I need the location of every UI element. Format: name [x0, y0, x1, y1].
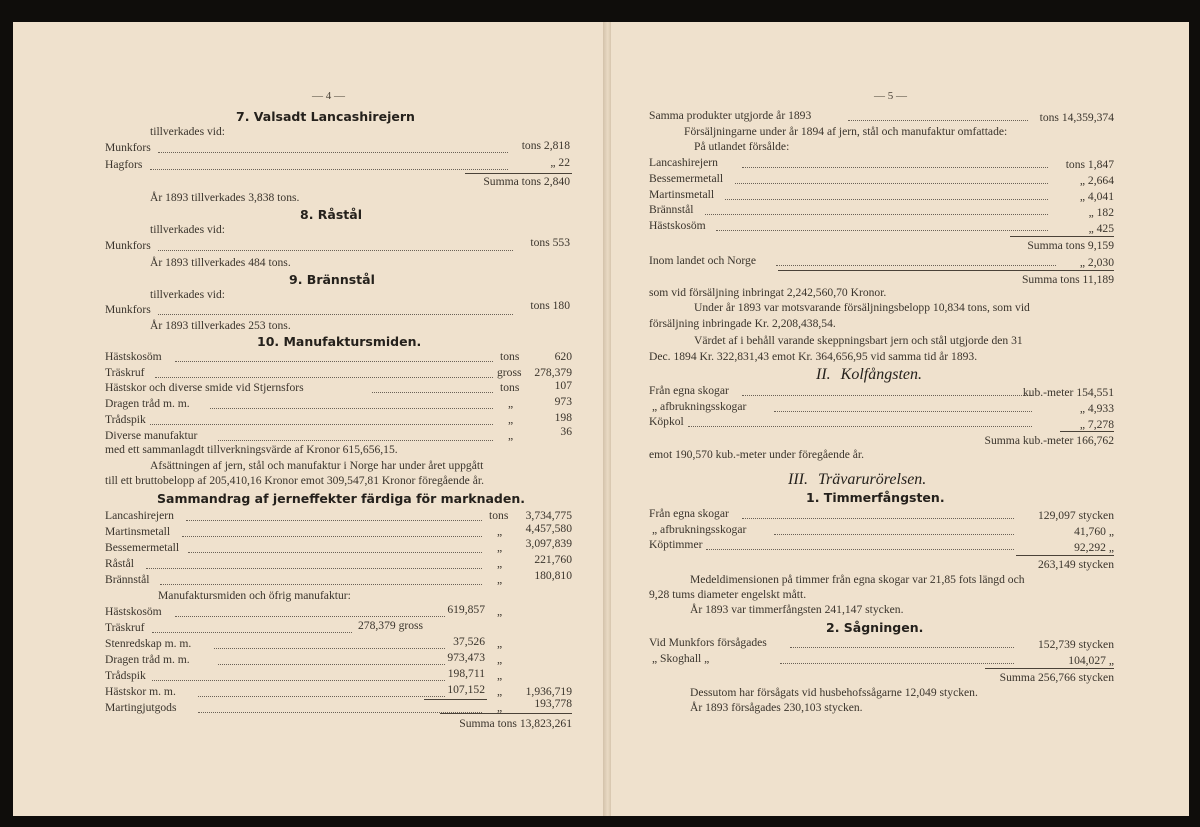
row-unit: „ [497, 685, 503, 698]
paragraph-text: som vid försäljning inbringat 2,242,560,70 Kronor. [649, 286, 887, 299]
row-label: Köptimmer [649, 538, 703, 551]
row-value: 152,739 stycken [1038, 638, 1114, 651]
leader-dots [182, 536, 482, 537]
row-unit: „ [508, 429, 514, 442]
row-label: Samma produkter utgjorde år 1893 [649, 109, 812, 122]
row-label: Lancashirejern [105, 509, 174, 522]
note-text: År 1893 tillverkades 484 tons. [150, 256, 291, 269]
leader-dots [735, 183, 1048, 184]
paragraph-text: På utlandet försålde: [694, 140, 790, 153]
row-unit: tons [500, 350, 520, 363]
leader-dots [175, 616, 445, 617]
row-value: 4,457,580 [525, 522, 572, 535]
note-text: emot 190,570 kub.-meter under föregående år. [649, 448, 865, 461]
row-value: 973,473 [447, 651, 485, 664]
paragraph-text: 9,28 tums diameter engelskt mått. [649, 588, 807, 601]
section-heading: 1. Timmerfångsten. [806, 490, 945, 505]
paragraph-text: Försäljningarne under år 1894 af jern, stål och manufaktur omfattade: [684, 125, 1008, 138]
book-fold [603, 22, 611, 816]
leader-dots [688, 426, 1032, 427]
row-unit: gross [497, 366, 522, 379]
leader-dots [716, 230, 1048, 231]
leader-dots [175, 361, 493, 362]
leader-dots [742, 395, 1032, 396]
row-unit: „ [497, 669, 503, 682]
row-unit: „ [497, 653, 503, 666]
leader-dots [160, 584, 482, 585]
leader-dots [158, 314, 513, 315]
sum-total: Summa tons 9,159 [1027, 239, 1114, 252]
row-label: Lancashirejern [649, 156, 718, 169]
row-unit: „ [497, 557, 503, 570]
row-value: 129,097 stycken [1038, 509, 1114, 522]
leader-dots [742, 167, 1048, 168]
row-label: Hästskor m. m. [105, 685, 176, 698]
note-text: År 1893 tillverkades 253 tons. [150, 319, 291, 332]
row-value: „ 4,041 [1079, 190, 1114, 203]
leader-dots [790, 647, 1014, 648]
row-label: Trådspik [105, 669, 146, 682]
leader-dots [150, 424, 493, 425]
row-label: Diverse manufaktur [105, 429, 198, 442]
row-label: Träskruf [105, 621, 145, 634]
row-value: kub.-meter 154,551 [1022, 386, 1114, 399]
paragraph-text: År 1893 var timmerfångsten 241,147 stycken. [690, 603, 904, 616]
row-label: Brännstål [105, 573, 150, 586]
paragraph-text: Värdet af i behåll varande skeppningsbart jern och stål utgjorde den 31 [694, 334, 1023, 347]
row-value: 3,097,839 [525, 537, 572, 550]
sum-total: Summa tons 2,840 [483, 175, 570, 188]
row-unit: „ [497, 637, 503, 650]
row-label: Munkfors [105, 239, 151, 252]
row-value: 37,526 [453, 635, 485, 648]
leader-dots [210, 408, 493, 409]
row-label: Martinsmetall [649, 188, 715, 201]
row-unit: „ [497, 541, 503, 554]
row-label: Martinsmetall [105, 525, 171, 538]
leader-dots [188, 552, 482, 553]
row-value: tons 2,818 [521, 139, 570, 152]
leader-dots [186, 520, 482, 521]
row-label: „ afbrukningsskogar [652, 400, 747, 413]
row-label: „ Skoghall „ [652, 652, 710, 665]
row-value: 198 [554, 411, 572, 424]
leader-dots [146, 568, 482, 569]
subsection-intro: Manufaktursmiden och öfrig manufaktur: [158, 589, 351, 602]
section-intro: tillverkades vid: [150, 223, 226, 236]
leader-dots [780, 663, 1014, 664]
paragraph-text: till ett bruttobelopp af 205,410,16 Kronor emot 309,547,81 Kronor föregående år. [105, 474, 484, 487]
paragraph-text: försäljning inbringade Kr. 2,208,438,54. [649, 317, 836, 330]
row-value: „ 2,664 [1079, 174, 1114, 187]
row-label: Råstål [105, 557, 134, 570]
row-value: tons 1,847 [1065, 158, 1114, 171]
sum-rule [778, 270, 1114, 271]
row-label: Vid Munkfors försågades [649, 636, 767, 649]
section-heading: 9. Brännstål [289, 272, 375, 287]
row-label: Hagfors [105, 158, 143, 171]
page-number: — 5 — [874, 90, 907, 102]
row-value: 36 [560, 425, 572, 438]
row-label: Munkfors [105, 141, 151, 154]
part-title: Trävarurörelsen. [817, 471, 927, 488]
part-number: III. [788, 471, 808, 488]
leader-dots [372, 392, 493, 393]
part-heading [788, 471, 926, 489]
row-value: 92,292 „ [1074, 541, 1114, 554]
note-text: År 1893 tillverkades 3,838 tons. [150, 191, 300, 204]
row-value: tons 553 [530, 236, 570, 249]
row-value: „ 425 [1088, 222, 1114, 235]
row-value: 221,760 [534, 553, 572, 566]
leader-dots [152, 632, 352, 633]
row-unit: „ [497, 605, 503, 618]
row-value: 278,379 gross [358, 619, 424, 632]
leader-dots [706, 549, 1014, 550]
row-unit: „ [497, 573, 503, 586]
leader-dots [158, 152, 508, 153]
row-total: 193,778 [534, 697, 572, 710]
paragraph-text: Dec. 1894 Kr. 322,831,43 emot Kr. 364,656,95 vid samma tid år 1893. [649, 350, 978, 363]
row-value: 620 [554, 350, 572, 363]
row-value: 104,027 „ [1068, 654, 1114, 667]
sum-total: Summa kub.-meter 166,762 [984, 434, 1114, 447]
row-label: Trådspik [105, 413, 146, 426]
row-label: Martingjutgods [105, 701, 177, 714]
leader-dots [150, 169, 508, 170]
row-value: 180,810 [534, 569, 572, 582]
row-label: Brännstål [649, 203, 694, 216]
row-value: 973 [554, 395, 572, 408]
paragraph-text: Under år 1893 var motsvarande försäljningsbelopp 10,834 tons, som vid [694, 301, 1030, 314]
paragraph-text: med ett sammanlagdt tillverkningsvärde af Kronor 615,656,15. [105, 443, 398, 456]
row-label: Hästskor och diverse smide vid Stjernsfors [105, 381, 304, 394]
sum-total: Summa tons 13,823,261 [459, 717, 572, 730]
row-label: Från egna skogar [649, 384, 729, 397]
row-value: 107,152 [447, 683, 485, 696]
section-heading: 8. Råstål [300, 207, 362, 222]
row-label: Dragen tråd m. m. [105, 397, 190, 410]
row-label: Munkfors [105, 303, 151, 316]
section-heading: 7. Valsadt Lancashirejern [236, 109, 415, 124]
row-label: Bessemermetall [649, 172, 724, 185]
sum-rule [1016, 555, 1114, 556]
row-label: Stenredskap m. m. [105, 637, 192, 650]
leader-dots [158, 250, 513, 251]
row-value: 3,734,775 [525, 509, 572, 522]
sum-rule [1010, 236, 1114, 237]
leader-dots [198, 696, 445, 697]
row-total: 1,936,719 [525, 685, 572, 698]
row-unit: „ [508, 397, 514, 410]
row-value: tons 180 [530, 299, 570, 312]
row-label: Från egna skogar [649, 507, 729, 520]
row-value: 198,711 [447, 667, 485, 680]
row-label: „ afbrukningsskogar [652, 523, 747, 536]
paragraph-text: År 1893 försågades 230,103 stycken. [690, 701, 863, 714]
paragraph-text: Dessutom har försågats vid husbehofssågarne 12,049 stycken. [690, 686, 978, 699]
paragraph-text: Medeldimensionen på timmer från egna skogar var 21,85 fots längd och [690, 573, 1025, 586]
row-value: „ 22 [550, 156, 570, 169]
leader-dots [155, 377, 493, 378]
part-title: Kolfångsten. [840, 366, 922, 383]
row-value: „ 4,933 [1079, 402, 1114, 415]
row-value: 41,760 „ [1074, 525, 1114, 538]
row-label: Dragen tråd m. m. [105, 653, 190, 666]
page-number: — 4 — [312, 90, 345, 102]
leader-dots [705, 214, 1048, 215]
sum-total: Summa tons 11,189 [1021, 273, 1114, 286]
leader-dots [218, 440, 493, 441]
part-heading [816, 366, 922, 384]
sum-rule [440, 713, 572, 714]
section-intro: tillverkades vid: [150, 125, 226, 138]
section-heading: 10. Manufaktursmiden. [257, 334, 422, 349]
sum-total: Summa 256,766 stycken [999, 671, 1114, 684]
row-value: 107 [554, 379, 572, 392]
row-value: tons 14,359,374 [1039, 111, 1114, 124]
sum-rule [1060, 431, 1114, 432]
paragraph-text: Afsättningen af jern, stål och manufaktur i Norge har under året uppgått [150, 459, 484, 472]
row-unit: „ [497, 525, 503, 538]
sum-rule [465, 173, 572, 174]
row-label: Träskruf [105, 366, 145, 379]
row-value: „ 7,278 [1079, 418, 1114, 431]
row-unit: „ [508, 413, 514, 426]
row-value: 278,379 [534, 366, 572, 379]
leader-dots [774, 534, 1014, 535]
row-label: Köpkol [649, 415, 684, 428]
row-unit: tons [500, 381, 520, 394]
row-value: „ 182 [1088, 206, 1114, 219]
section-heading: 2. Sågningen. [826, 620, 924, 635]
row-unit: tons [489, 509, 509, 522]
leader-dots [725, 199, 1048, 200]
row-label: Inom landet och Norge [649, 254, 756, 267]
leader-dots [152, 680, 445, 681]
sum-total: 263,149 stycken [1038, 558, 1114, 571]
row-value: „ 2,030 [1079, 256, 1114, 269]
section-heading: Sammandrag af jerneffekter färdiga för marknaden. [157, 491, 525, 506]
row-label: Bessemermetall [105, 541, 180, 554]
row-label: Hästskosöm [649, 219, 706, 232]
sum-rule [424, 699, 487, 700]
section-intro: tillverkades vid: [150, 288, 226, 301]
row-label: Hästskosöm [105, 605, 162, 618]
row-label: Hästskosöm [105, 350, 162, 363]
part-number: II. [816, 366, 831, 383]
row-value: 619,857 [447, 603, 485, 616]
sum-rule [985, 668, 1114, 669]
row-unit: „ [497, 701, 503, 714]
leader-dots [742, 518, 1014, 519]
